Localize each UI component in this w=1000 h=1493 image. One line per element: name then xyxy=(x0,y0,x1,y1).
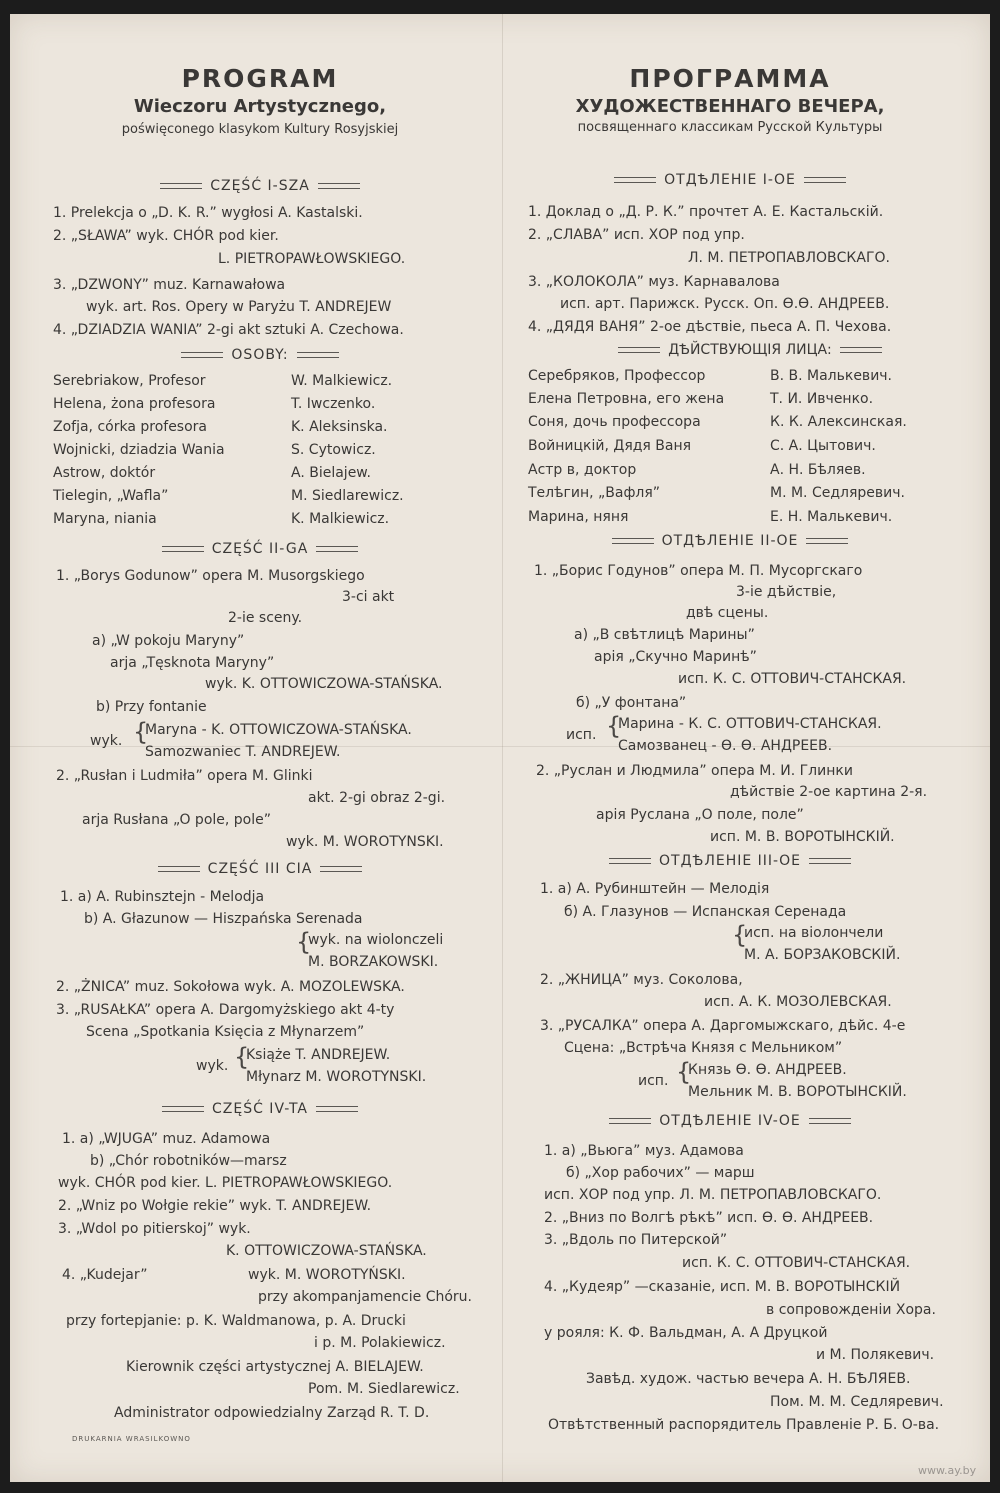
program-line: wyk. M. WOROTYŃSKI. xyxy=(248,1267,406,1283)
program-line: Марина - К. С. ОТТОВИЧ-СТАНСКАЯ. xyxy=(618,716,882,732)
program-line: исп. К. С. ОТТОВИЧ-СТАНСКАЯ. xyxy=(678,671,907,687)
program-line: 2. „SŁAWA” wyk. CHÓR pod kier. xyxy=(53,228,279,244)
cast-role: Wojnicki, dziadzia Wania xyxy=(53,442,225,458)
program-line: б) „У фонтана” xyxy=(576,695,687,711)
cast-role: Серебряков, Профессор xyxy=(528,368,706,384)
polish-part2-header: CZĘŚĆ II-GA xyxy=(40,540,480,558)
cast-actor: М. М. Седляревич. xyxy=(770,485,905,501)
program-line: Отвѣтственный распорядитель Правленіе Р. Б. О-ва. xyxy=(548,1417,940,1433)
program-line: K. OTTOWICZOWA-STAŃSKA. xyxy=(226,1243,427,1259)
program-line: 1. а) „Вьюга” муз. Адамова xyxy=(544,1143,744,1159)
program-line: wyk. K. OTTOWICZOWA-STAŃSKA. xyxy=(205,676,443,692)
program-line: Мельник М. В. ВОРОТЫНСКІЙ. xyxy=(688,1084,907,1100)
cast-actor: M. Siedlarewicz. xyxy=(291,488,404,504)
russian-persons-header xyxy=(550,341,950,359)
program-line: арія „Скучно Маринѣ” xyxy=(594,649,757,665)
program-line: wyk. xyxy=(196,1058,229,1074)
program-line: и М. Полякевич. xyxy=(816,1347,935,1363)
program-line: исп. К. С. ОТТОВИЧ-СТАНСКАЯ. xyxy=(682,1255,911,1271)
program-line: 2. „Wniz po Wołgie rekie” wyk. T. ANDREJEW. xyxy=(58,1198,372,1214)
cast-role: Войницкій, Дядя Ваня xyxy=(528,438,692,454)
program-line: Książe T. ANDREJEW. xyxy=(246,1047,391,1063)
program-line: 2. „Rusłan i Ludmiła” opera M. Glinki xyxy=(56,768,313,784)
program-line: Самозванец - Ѳ. Ѳ. АНДРЕЕВ. xyxy=(618,738,833,754)
program-line: Maryna - K. OTTOWICZOWA-STAŃSKA. xyxy=(145,722,412,738)
russian-dedication: посвященнаго классикам Русской Культуры xyxy=(577,120,883,135)
program-line: б) А. Глазунов — Испанская Серенада xyxy=(564,904,847,920)
brace-icon: { xyxy=(296,928,312,956)
cast-role: Елена Петровна, его жена xyxy=(528,391,725,407)
cast-role: Helena, żona profesora xyxy=(53,396,216,412)
polish-dedication: poświęconego klasykom Kultury Rosyjskiej xyxy=(121,122,399,137)
program-line: Kierownik części artystycznej A. BIELAJEW. xyxy=(126,1359,424,1375)
program-line: przy fortepjanie: p. K. Waldmanowa, p. A. Drucki xyxy=(66,1313,406,1329)
cast-role: Марина, няня xyxy=(528,509,629,525)
program-line: wyk. CHÓR pod kier. L. PIETROPAWŁOWSKIEGO. xyxy=(58,1175,393,1191)
program-line: Л. М. ПЕТРОПАВЛОВСКАГО. xyxy=(688,250,890,266)
polish-part1-header: CZĘŚĆ I-SZA xyxy=(40,177,480,195)
program-line: M. BORZAKOWSKI. xyxy=(308,954,439,970)
program-line: L. PIETROPAWŁOWSKIEGO. xyxy=(218,251,406,267)
program-line: 3. „КОЛОКОЛА” муз. Карнавалова xyxy=(528,274,780,290)
cast-actor: W. Malkiewicz. xyxy=(291,373,393,389)
watermark: www.ay.by xyxy=(918,1464,977,1477)
program-line: 3-ci akt xyxy=(342,589,395,605)
program-line: b) „Chór robotników—marsz xyxy=(90,1153,287,1169)
program-line: исп. xyxy=(566,727,597,743)
cast-role: Телѣгин, „Вафля” xyxy=(528,485,661,501)
program-line: wyk. na wiolonczeli xyxy=(308,932,444,948)
cast-role: Соня, дочь профессора xyxy=(528,414,701,430)
persons-header-text: ДѢЙСТВУЮЩІЯ ЛИЦА: xyxy=(668,342,832,358)
program-line: исп. М. В. ВОРОТЫНСКІЙ. xyxy=(710,829,895,845)
program-line: 3. „Вдоль по Питерской” xyxy=(544,1232,728,1248)
program-line: исп. xyxy=(638,1073,669,1089)
russian-subtitle: ХУДОЖЕСТВЕННАГО ВЕЧЕРА, xyxy=(575,96,885,117)
program-line: 2. „Руслан и Людмила” опера М. И. Глинки xyxy=(536,763,853,779)
cast-role: Serebriakow, Profesor xyxy=(53,373,206,389)
program-line: 4. „DZIADZIA WANIA” 2-gi akt sztuki A. Czechowa. xyxy=(53,322,404,338)
program-line: Pom. M. Siedlarewicz. xyxy=(308,1381,460,1397)
program-line: 1. „Борис Годунов” опера М. П. Мусоргскаго xyxy=(534,563,863,579)
program-line: исп. на віолончели xyxy=(744,925,884,941)
program-line: 3. „РУСАЛКА” опера А. Даргомыжскаго, дѣйс. 4-е xyxy=(540,1018,906,1034)
program-line: 1. а) А. Рубинштейн — Мелодія xyxy=(540,881,770,897)
program-line: у рояля: К. Ф. Вальдман, А. А Друцкой xyxy=(544,1325,828,1341)
program-line: 2. „СЛАВА” исп. ХОР под упр. xyxy=(528,227,745,243)
program-line: arja „Tęsknota Maryny” xyxy=(110,655,275,671)
program-line: б) „Хор рабочих” — марш xyxy=(566,1165,755,1181)
cast-actor: T. Iwczenko. xyxy=(291,396,376,412)
program-line: 4. „ДЯДЯ ВАНЯ” 2-ое дѣствіе, пьеса А. П. Чехова. xyxy=(528,319,892,335)
cast-role: Tielegin, „Wafla” xyxy=(53,488,169,504)
program-line: wyk. M. WOROTYNSKI. xyxy=(286,834,444,850)
cast-actor: А. Н. Бѣляев. xyxy=(770,462,866,478)
cast-actor: К. К. Алексинская. xyxy=(770,414,907,430)
program-line: исп. ХОР под упр. Л. М. ПЕТРОПАВЛОВСКАГО. xyxy=(544,1187,882,1203)
program-line: 2-ie sceny. xyxy=(228,610,303,626)
program-line: a) „W pokoju Maryny” xyxy=(92,633,245,649)
program-line: 1. a) A. Rubinsztejn - Melodja xyxy=(60,889,265,905)
cast-actor: K. Aleksinska. xyxy=(291,419,388,435)
polish-part3-header: CZĘŚĆ III CIA xyxy=(40,860,480,878)
program-line: 4. „Kudejar” xyxy=(62,1267,148,1283)
program-line: 2. „ЖНИЦА” муз. Соколова, xyxy=(540,972,743,988)
program-line: Сцена: „Встрѣча Князя с Мельником” xyxy=(564,1040,843,1056)
program-line: 1. Доклад о „Д. Р. К.” прочтет А. Е. Кастальскій. xyxy=(528,204,884,220)
program-line: 3-іе дѣйствіе, xyxy=(736,584,837,600)
cast-actor: S. Cytowicz. xyxy=(291,442,376,458)
brace-icon: { xyxy=(732,921,748,949)
program-line: Młynarz M. WOROTYNSKI. xyxy=(246,1069,427,1085)
program-line: Samozwaniec T. ANDREJEW. xyxy=(145,744,341,760)
cast-role: Zofja, córka profesora xyxy=(53,419,207,435)
program-line: akt. 2-gi obraz 2-gi. xyxy=(308,790,446,806)
program-line: исп. А. К. МОЗОЛЕВСКАЯ. xyxy=(704,994,892,1010)
fold-line-vertical xyxy=(502,14,503,1482)
russian-part1-header: ОТДѢЛЕНІЕ I-ОЕ xyxy=(500,171,960,189)
program-line: i p. M. Polakiewicz. xyxy=(314,1335,446,1351)
polish-subtitle: Wieczoru Artystycznego, xyxy=(133,96,387,117)
program-line: 1. Prelekcja o „D. K. R.” wygłosi A. Kastalski. xyxy=(53,205,363,221)
program-line: 2. „Вниз по Волгѣ рѣкѣ” исп. Ѳ. Ѳ. АНДРЕЕВ. xyxy=(544,1210,874,1226)
cast-actor: Е. Н. Малькевич. xyxy=(770,509,893,525)
program-sheet xyxy=(10,14,990,1482)
program-line: 1. a) „WJUGA” muz. Adamowa xyxy=(62,1131,271,1147)
program-line: 3. „RUSAŁKA” opera A. Dargomyżskiego akt 4-ty xyxy=(56,1002,395,1018)
brace-icon: { xyxy=(133,718,149,746)
cast-role: Astrow, doktór xyxy=(53,465,156,481)
program-line: 2. „ŻNICA” muz. Sokołowa wyk. A. MOZOLEWSKA. xyxy=(56,979,405,995)
russian-part2-header: ОТДѢЛЕНІЕ II-ОЕ xyxy=(500,532,960,550)
russian-part3-header: ОТДѢЛЕНІЕ III-ОЕ xyxy=(500,852,960,870)
program-line: b) Przy fontanie xyxy=(96,699,207,715)
program-line: исп. арт. Парижск. Русск. Оп. Ѳ.Ѳ. АНДРЕЕВ. xyxy=(560,296,890,312)
polish-title: PROGRAM xyxy=(181,64,339,93)
cast-actor: A. Bielajew. xyxy=(291,465,371,481)
program-line: 3. „Wdol po pitierskoj” wyk. xyxy=(58,1221,251,1237)
program-line: arja Rusłana „O pole, pole” xyxy=(82,812,271,828)
program-line: przy akompanjamencie Chóru. xyxy=(258,1289,472,1305)
cast-actor: Т. И. Ивченко. xyxy=(770,391,874,407)
program-line: 1. „Borys Godunow” opera M. Musorgskiego xyxy=(56,568,365,584)
program-line: Князь Ѳ. Ѳ. АНДРЕЕВ. xyxy=(688,1062,847,1078)
polish-persons-header: OSOBY: xyxy=(40,346,480,364)
program-line: дѣйствіе 2-ое картина 2-я. xyxy=(730,784,928,800)
program-line: М. А. БОРЗАКОВСКІЙ. xyxy=(744,947,901,963)
polish-part4-header: CZĘŚĆ IV-TA xyxy=(40,1100,480,1118)
cast-role: Астр в, доктор xyxy=(528,462,637,478)
brace-icon: { xyxy=(606,712,622,740)
program-line: Administrator odpowiedzialny Zarząd R. T. D. xyxy=(114,1405,430,1421)
brace-icon: { xyxy=(676,1058,692,1086)
cast-actor: В. В. Малькевич. xyxy=(770,368,893,384)
program-line: а) „В свѣтлицѣ Марины” xyxy=(574,627,755,643)
program-line: wyk. art. Ros. Opery w Paryżu T. ANDREJEW xyxy=(86,299,392,315)
program-line: 4. „Кудеяр” —сказаніе, исп. М. В. ВОРОТЫНСКІЙ xyxy=(544,1279,901,1295)
cast-role: Maryna, niania xyxy=(53,511,157,527)
program-line: wyk. xyxy=(90,733,123,749)
brace-icon: { xyxy=(234,1043,250,1071)
program-line: двѣ сцены. xyxy=(686,605,769,621)
russian-title: ПРОГРАММА xyxy=(629,64,831,93)
cast-actor: K. Malkiewicz. xyxy=(291,511,390,527)
program-line: b) A. Głazunow — Hiszpańska Serenada xyxy=(84,911,363,927)
printer-imprint: DRUKARNIA WRASILKOWNO xyxy=(72,1435,191,1443)
program-line: 3. „DZWONY” muz. Karnawałowa xyxy=(53,277,286,293)
cast-actor: С. А. Цытович. xyxy=(770,438,876,454)
russian-part4-header: ОТДѢЛЕНІЕ IV-ОЕ xyxy=(500,1112,960,1130)
program-line: Пом. М. М. Седляревич. xyxy=(770,1394,944,1410)
program-line: Scena „Spotkania Księcia z Młynarzem” xyxy=(86,1024,365,1040)
program-line: в сопровожденіи Хора. xyxy=(766,1302,936,1318)
program-line: Завѣд. худож. частью вечера А. Н. БѢЛЯЕВ. xyxy=(586,1371,911,1387)
program-line: арія Руслана „О поле, поле” xyxy=(596,807,804,823)
